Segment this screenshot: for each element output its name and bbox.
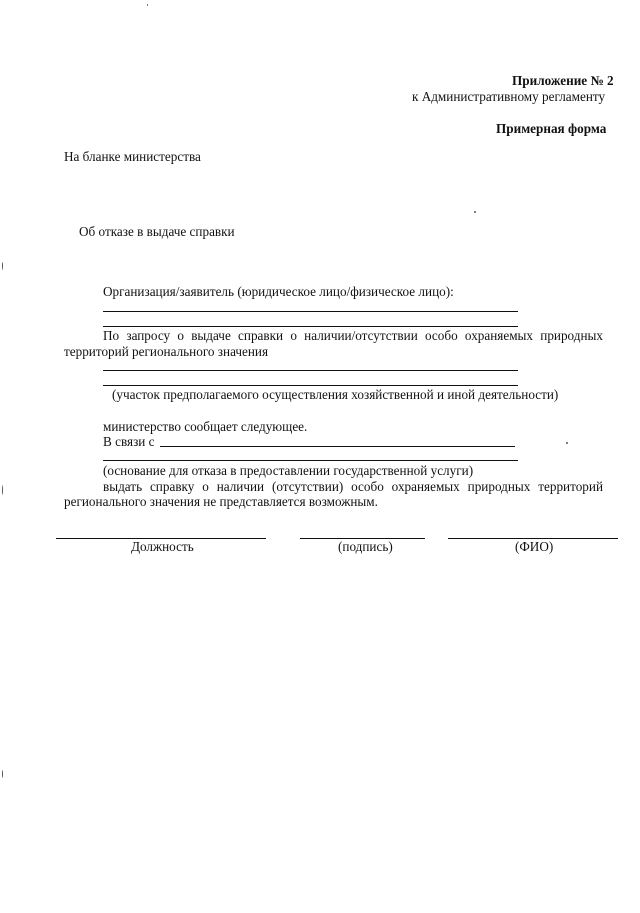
document-subject: Об отказе в выдаче справки [79,224,235,239]
scan-speck [147,4,148,6]
reason-caption: (основание для отказа в предоставлении государственной услуги) [103,463,474,478]
position-caption: Должность [131,539,194,554]
area-fill-line-2 [103,385,518,386]
reason-fill-line-1 [160,446,515,447]
name-caption: (ФИО) [515,539,554,554]
signature-caption: (подпись) [338,539,393,554]
scan-speck [566,442,568,444]
reason-fill-line-2 [103,460,518,461]
org-fill-line-1 [103,311,518,312]
ministry-statement: министерство сообщает следующее. [103,419,308,434]
form-type: Примерная форма [496,121,607,136]
scan-speck [2,262,3,270]
request-paragraph-line2: территорий регионального значения [64,344,269,359]
appendix-subtitle: к Административному регламенту [412,89,606,104]
area-fill-line-1 [103,370,518,371]
scan-speck [474,211,476,213]
letterhead-note: На бланке министерства [64,149,201,164]
area-caption: (участок предполагаемого осуществления хозяйственной и иной деятельности) [112,387,559,402]
org-label: Организация/заявитель (юридическое лицо/физическое лицо): [103,284,454,299]
due-to-label: В связи с [103,434,155,449]
scan-speck [2,485,3,495]
org-fill-line-2 [103,326,518,327]
scan-speck [2,770,3,778]
request-paragraph-line1: По запросу о выдаче справки о наличии/отсутствии особо охраняемых природных [103,328,603,343]
refusal-paragraph-line1: выдать справку о наличии (отсутствии) особо охраняемых природных территорий [103,479,603,494]
refusal-paragraph-line2: регионального значения не представляется возможным. [64,494,378,509]
appendix-title: Приложение № 2 [512,73,614,88]
